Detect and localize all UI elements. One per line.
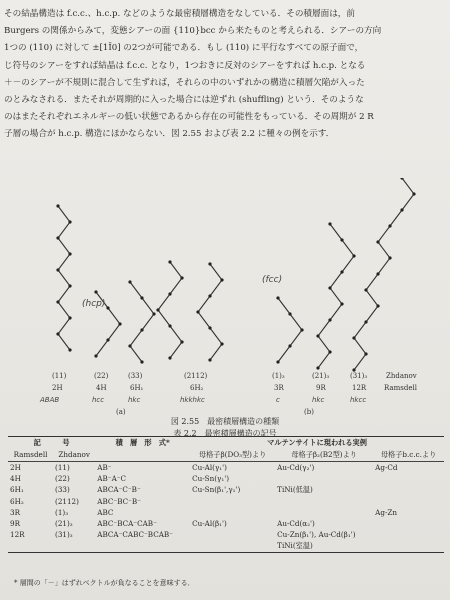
cell-stacking: ABC	[97, 508, 114, 517]
header-martensite: マルテンサイトに現われる実例	[267, 438, 367, 447]
cell-do3: Cu-Sn(γ₁')	[192, 474, 229, 483]
chain-6h2-a	[158, 262, 182, 358]
chain-9r	[318, 224, 354, 368]
table-row	[8, 540, 444, 553]
cell-b2: TiNi(低温)	[277, 485, 313, 494]
cell-zhdanov: (11)	[55, 463, 70, 472]
chain-3r	[278, 298, 302, 362]
para-line-1: その結晶構造は f.c.c.、h.c.p. などのような最密積層構造をなしている．その積層面は，前	[4, 9, 355, 19]
ramsdell-12r: 12R	[352, 384, 367, 392]
stacking-chains	[58, 178, 414, 370]
chain-6h1	[130, 282, 154, 362]
cell-do3: Cu-Al(γ₁')	[192, 463, 227, 472]
hand-note-fcc: (fcc)	[262, 275, 283, 285]
hand-6h2: hkkhkc	[180, 396, 205, 404]
para-line-2: Burgers の関係からみて，変態シアーの面 {110}bcc から来たものと考えられる．シアーの方向	[4, 26, 382, 37]
chain-2h	[58, 206, 70, 350]
header-stacking: 積 層 形 式*	[95, 437, 190, 462]
cell-ramsdell: 6H₂	[10, 497, 24, 506]
cell-do3: Cu-Sn(β₁',γ₁')	[192, 485, 241, 494]
zhdanov-6h2: (2112)	[184, 372, 208, 380]
cell-stacking: ABCA⁻C⁻B⁻	[97, 485, 141, 494]
cell-b2	[275, 496, 373, 507]
cell-ramsdell	[8, 540, 53, 553]
table-row	[8, 518, 444, 529]
cell-ramsdell: 9R	[10, 519, 20, 528]
figure-caption: 図 2.55 最密積層構造の種類	[170, 417, 280, 426]
hand-6h1: hkc	[128, 396, 141, 404]
hand-3r: c	[276, 396, 280, 404]
table-2-2	[8, 436, 444, 553]
header-symbol: 記 号	[33, 438, 70, 447]
zhdanov-3r: (1)₃	[272, 372, 285, 380]
header-zhdanov: Zhdanov	[53, 449, 95, 462]
cell-stacking: ABC⁻BC⁻B⁻	[97, 497, 141, 506]
table-row	[8, 484, 444, 496]
zhdanov-4h: (22)	[94, 372, 109, 380]
cell-bcc	[373, 529, 444, 540]
table-row	[8, 507, 444, 518]
cell-stacking	[95, 540, 190, 553]
para-line-3: 1つの (110) に対して ±[1Ī0] の2つが可能である．もし (110) に平行なすべての原子面で，	[4, 43, 364, 54]
zhdanov-6h1: (33)	[128, 372, 143, 380]
hand-9r: hkc	[312, 396, 325, 404]
notation-zhdanov: Zhdanov	[386, 372, 417, 380]
table-footnote: * 層間の「－」はずれベクトルが負なることを意味する．	[14, 579, 195, 587]
hand-12r: hkcc	[350, 396, 367, 404]
cell-do3: Cu-Al(β₁')	[192, 519, 227, 528]
cell-zhdanov: (2112)	[55, 497, 79, 506]
zhdanov-2h: (11)	[52, 372, 67, 380]
cell-zhdanov: (1)₃	[55, 508, 69, 517]
cell-b2: Cu-Zn(β₁'), Au-Cd(β₁')	[277, 530, 356, 539]
chain-6h2-b	[198, 264, 222, 360]
figure-2-55	[0, 178, 450, 418]
cell-stacking: ABCA⁻CABC⁻BCAB⁻	[97, 530, 173, 539]
cell-do3	[190, 496, 275, 507]
cell-zhdanov: (21)₃	[55, 519, 73, 528]
header-ramsdell: Ramsdell	[8, 449, 53, 462]
cell-zhdanov: (31)₃	[55, 530, 73, 539]
ramsdell-9r: 9R	[316, 384, 326, 392]
hand-2h: ABAB	[40, 396, 60, 404]
para-line-6: のとみなされる．またそれが周期的に入った場合には逆ずれ (shuffling) という．そのような	[4, 95, 364, 106]
chain-12r	[354, 178, 414, 370]
table-row	[8, 462, 444, 474]
cell-ramsdell: 3R	[10, 508, 20, 517]
zhdanov-12r: (31)₃	[350, 372, 368, 380]
cell-stacking: ABC⁻BCA⁻CAB⁻	[97, 519, 157, 528]
zhdanov-9r: (21)₃	[312, 372, 330, 380]
ramsdell-6h1: 6H₁	[130, 384, 144, 392]
atom-dots	[56, 178, 415, 372]
cell-bcc	[373, 484, 444, 496]
ramsdell-3r: 3R	[274, 384, 284, 392]
cell-b2: TiNi(室温)	[277, 541, 313, 550]
stacking-diagram	[0, 178, 450, 418]
ramsdell-6h2: 6H₂	[190, 384, 204, 392]
cell-bcc	[373, 473, 444, 484]
hand-4h: hcc	[92, 396, 105, 404]
cell-bcc	[373, 496, 444, 507]
table-row	[8, 473, 444, 484]
cell-do3	[190, 540, 275, 553]
table-row	[8, 529, 444, 540]
cell-zhdanov: (22)	[55, 474, 70, 483]
cell-bcc	[373, 518, 444, 529]
notation-ramsdell: Ramsdell	[384, 384, 417, 392]
ramsdell-2h: 2H	[52, 384, 63, 392]
header-bcc: 母格子b.c.c.より	[373, 449, 444, 462]
ramsdell-4h: 4H	[96, 384, 107, 392]
cell-do3	[190, 529, 275, 540]
panel-a-label: (a)	[116, 408, 126, 416]
cell-b2: Au-Cd(γ₂')	[277, 463, 315, 472]
table-row	[8, 496, 444, 507]
cell-stacking: AB⁻A⁻C	[97, 474, 127, 483]
cell-b2	[275, 473, 373, 484]
cell-bcc	[373, 540, 444, 553]
cell-b2	[275, 507, 373, 518]
cell-b2: Au-Cd(α₂')	[277, 519, 315, 528]
cell-ramsdell: 6H₁	[10, 485, 24, 494]
cell-do3	[190, 507, 275, 518]
header-b2: 母格子β₂(B2型)より	[275, 449, 373, 462]
cell-bcc: Ag-Cd	[375, 463, 398, 472]
para-line-5: ＋－のシアーが不規則に混合して生ずれば，それらの中のいずれかの構造に積層欠陥が入った	[4, 77, 365, 88]
cell-zhdanov	[53, 540, 95, 553]
para-line-8: 子層の場合が h.c.p. 構造にほかならない．図 2.55 および表 2.2 に種々の例を示す．	[4, 129, 335, 140]
para-line-7: のはまたそれぞれエネルギーの低い状態であるから存在の可能性をもっている．その周期が 2 R	[4, 112, 374, 123]
body-paragraph	[4, 6, 444, 144]
para-line-4: じ符号のシアーをすれば結晶は f.c.c. となり，1つおきに反対のシアーをすれば h.c.p. となる	[4, 60, 366, 71]
cell-zhdanov: (33)	[55, 485, 70, 494]
cell-ramsdell: 2H	[10, 463, 21, 472]
cell-ramsdell: 4H	[10, 474, 21, 483]
column-labels	[39, 372, 418, 416]
table-caption: 表 2.2 最密積層構造の記号	[173, 429, 277, 438]
hand-note-hcp: (hcp)	[82, 299, 106, 309]
header-do3: 母格子β(DO₃型)より	[190, 449, 275, 462]
cell-stacking: AB⁻	[97, 463, 112, 472]
cell-bcc: Ag-Zn	[375, 508, 398, 517]
cell-ramsdell: 12R	[10, 530, 25, 539]
panel-b-label: (b)	[304, 408, 314, 416]
